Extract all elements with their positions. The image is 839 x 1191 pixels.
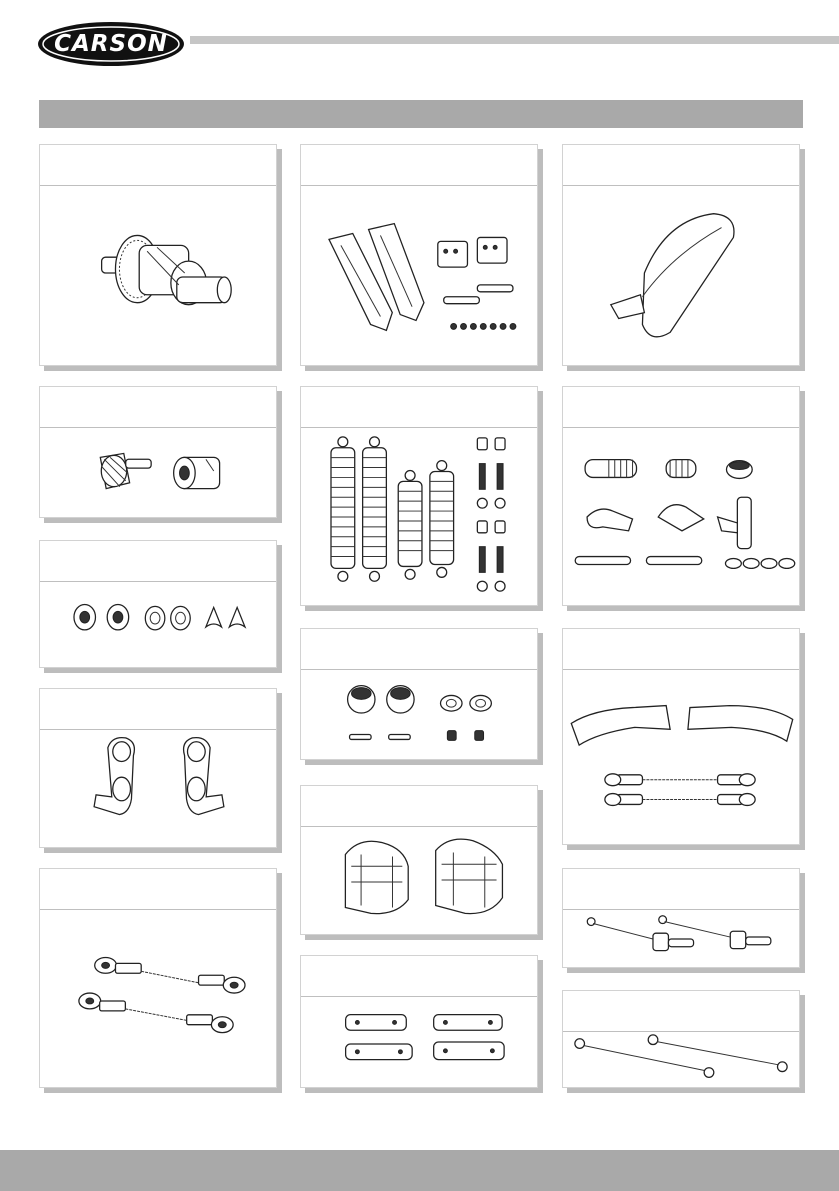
- card-wheel-hubs: [300, 628, 538, 760]
- card-gearbox-housings: [300, 785, 538, 935]
- steering-parts-drawing: [563, 428, 799, 605]
- card-header: [301, 629, 537, 670]
- title-bar: [39, 100, 803, 128]
- shock-absorbers-drawing: [301, 428, 537, 605]
- card-header: [563, 145, 799, 186]
- card-header: [301, 956, 537, 997]
- card-shock-absorbers: [300, 386, 538, 606]
- card-header: [40, 541, 276, 582]
- suspension-mounts-drawing: [301, 997, 537, 1087]
- diff-gears-drawing: [40, 428, 276, 517]
- card-header: [40, 869, 276, 910]
- card-body-guard: [562, 144, 800, 366]
- card-header: [40, 689, 276, 730]
- gearbox-housings-drawing: [301, 827, 537, 934]
- brand-name: CARSON: [54, 31, 168, 57]
- card-header: [40, 145, 276, 186]
- wheel-hubs-drawing: [301, 670, 537, 759]
- card-suspension-mounts: [300, 955, 538, 1088]
- card-header: [40, 387, 276, 428]
- carson-logo: [36, 20, 186, 68]
- card-differential: [39, 144, 277, 366]
- card-header: [563, 387, 799, 428]
- drive-shafts-rear-drawing: [563, 1032, 799, 1087]
- card-header: [301, 387, 537, 428]
- card-drive-shafts-rear: [562, 990, 800, 1088]
- card-hub-carriers: [39, 688, 277, 848]
- card-header: [563, 629, 799, 670]
- card-header: [301, 786, 537, 827]
- header-rule: [190, 36, 839, 44]
- footer-bar: [0, 1150, 839, 1191]
- card-turnbuckles: [39, 868, 277, 1088]
- card-shock-towers: [300, 144, 538, 366]
- suspension-arms-drawing: [563, 670, 799, 844]
- card-suspension-arms: [562, 628, 800, 845]
- card-drive-shafts-front: [562, 868, 800, 968]
- bushings-drawing: [40, 582, 276, 667]
- card-steering-parts: [562, 386, 800, 606]
- hub-carriers-drawing: [40, 730, 276, 847]
- drive-shafts-front-drawing: [563, 910, 799, 967]
- card-bushings: [39, 540, 277, 668]
- turnbuckles-drawing: [40, 910, 276, 1087]
- card-header: [301, 145, 537, 186]
- shock-towers-drawing: [301, 186, 537, 365]
- card-diff-gears: [39, 386, 277, 518]
- card-header: [563, 869, 799, 910]
- differential-drawing: [40, 186, 276, 365]
- card-header: [563, 991, 799, 1032]
- body-guard-drawing: [563, 186, 799, 365]
